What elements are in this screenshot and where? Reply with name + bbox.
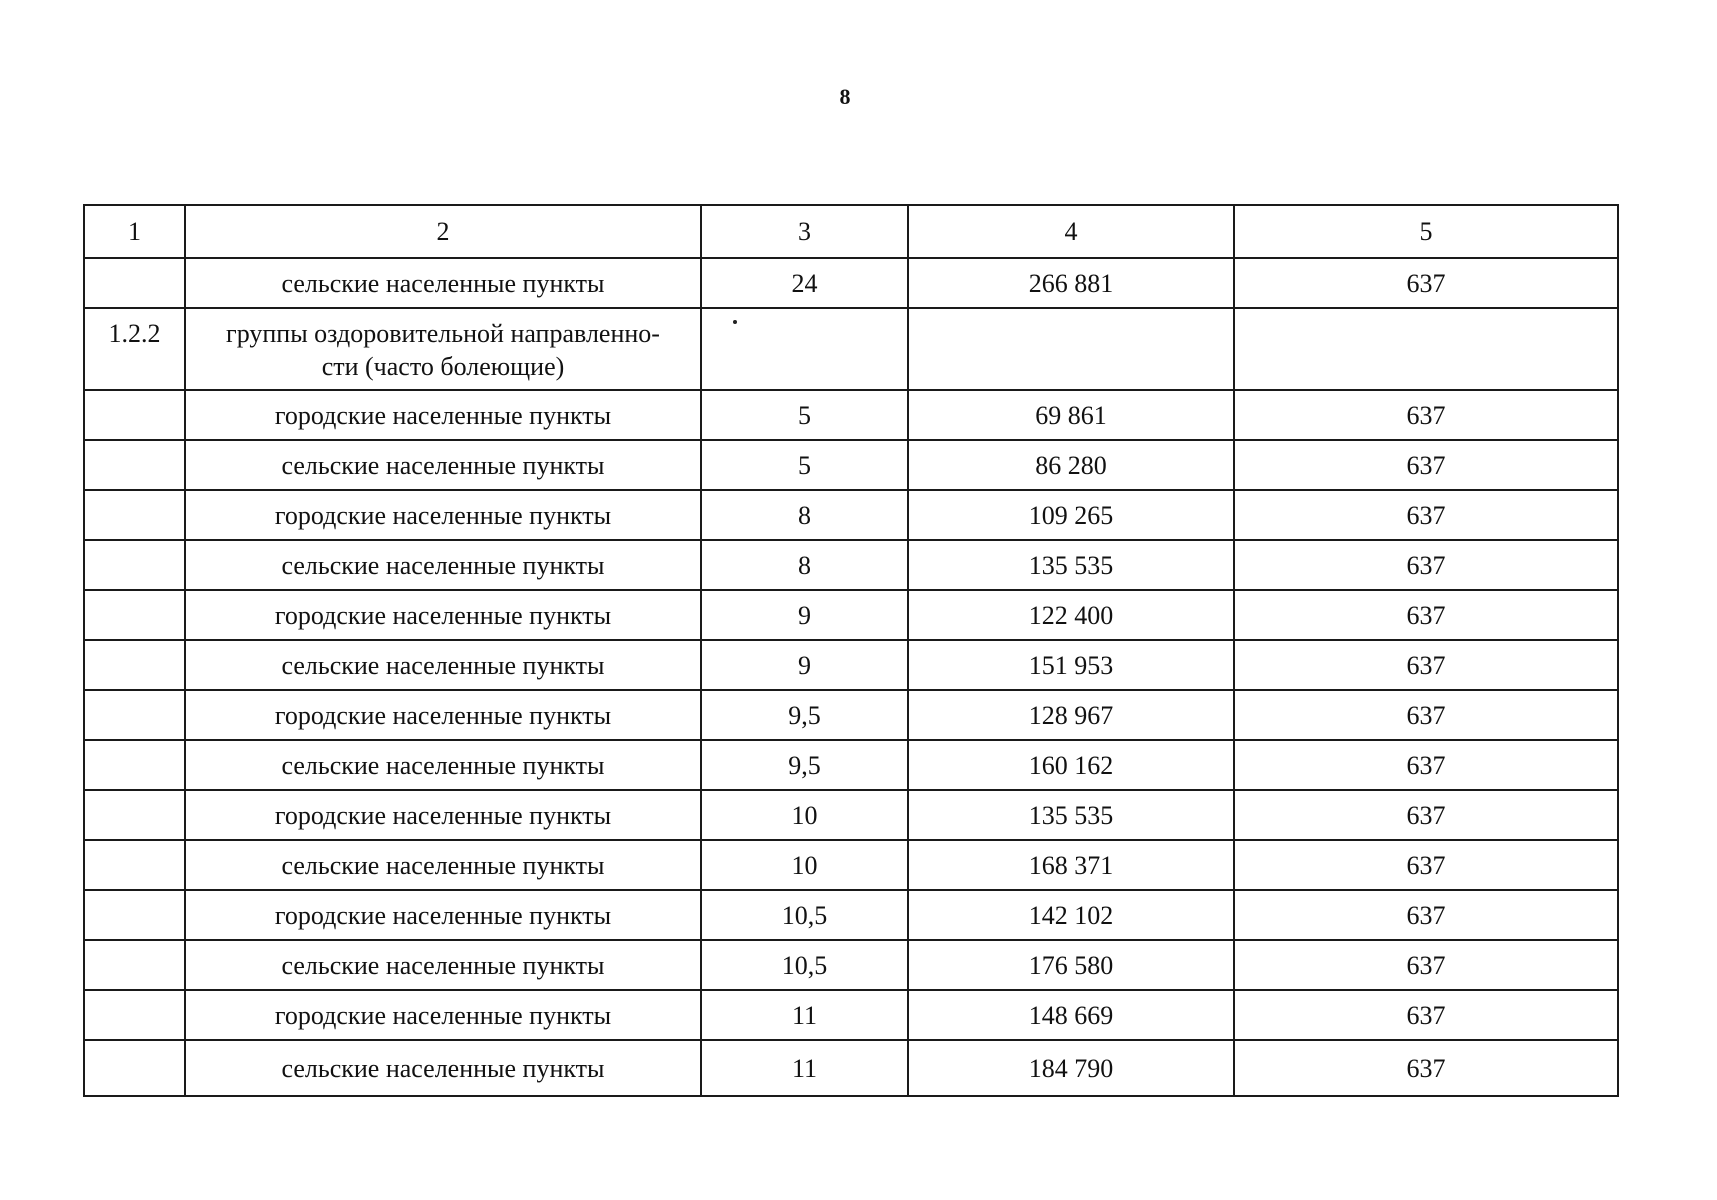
row-col3-cell: 9,5 bbox=[701, 740, 908, 790]
row-number-cell bbox=[84, 540, 185, 590]
row-col5-cell: 637 bbox=[1234, 1040, 1618, 1096]
row-col5-cell: 637 bbox=[1234, 990, 1618, 1040]
row-col4-cell: 266 881 bbox=[908, 258, 1234, 308]
row-col4-cell: 160 162 bbox=[908, 740, 1234, 790]
table-row bbox=[84, 258, 1618, 308]
header-cell-2: 2 bbox=[185, 205, 701, 258]
section-col5-cell bbox=[1234, 308, 1618, 390]
table-row bbox=[84, 740, 1618, 790]
row-col4-cell: 69 861 bbox=[908, 390, 1234, 440]
row-number-cell bbox=[84, 790, 185, 840]
row-col5-cell: 637 bbox=[1234, 690, 1618, 740]
table-row bbox=[84, 540, 1618, 590]
table-row bbox=[84, 940, 1618, 990]
table-row bbox=[84, 790, 1618, 840]
row-col5-cell: 637 bbox=[1234, 258, 1618, 308]
row-col5-cell: 637 bbox=[1234, 490, 1618, 540]
row-name-cell: сельские населенные пункты bbox=[185, 258, 701, 308]
row-name-cell: сельские населенные пункты bbox=[185, 1040, 701, 1096]
table-row bbox=[84, 390, 1618, 440]
data-table bbox=[83, 204, 1619, 1097]
row-col4-cell: 135 535 bbox=[908, 790, 1234, 840]
table-row bbox=[84, 590, 1618, 640]
row-number-cell bbox=[84, 890, 185, 940]
row-number-cell bbox=[84, 640, 185, 690]
section-col4-cell bbox=[908, 308, 1234, 390]
row-col5-cell: 637 bbox=[1234, 840, 1618, 890]
row-col4-cell: 122 400 bbox=[908, 590, 1234, 640]
row-col5-cell: 637 bbox=[1234, 890, 1618, 940]
header-cell-3: 3 bbox=[701, 205, 908, 258]
page-number: 8 bbox=[839, 84, 851, 109]
row-col3-cell: 10 bbox=[701, 790, 908, 840]
row-col5-cell: 637 bbox=[1234, 790, 1618, 840]
row-col4-cell: 176 580 bbox=[908, 940, 1234, 990]
section-col3-cell bbox=[701, 308, 908, 390]
row-col5-cell: 637 bbox=[1234, 940, 1618, 990]
row-name-cell: сельские населенные пункты bbox=[185, 940, 701, 990]
row-number-cell bbox=[84, 990, 185, 1040]
row-col3-cell: 8 bbox=[701, 540, 908, 590]
row-name-cell: сельские населенные пункты bbox=[185, 640, 701, 690]
scan-dot-mark bbox=[733, 320, 737, 324]
header-cell-4: 4 bbox=[908, 205, 1234, 258]
section-row bbox=[84, 308, 1618, 390]
row-number-cell bbox=[84, 390, 185, 440]
table-row bbox=[84, 890, 1618, 940]
row-name-cell: городские населенные пункты bbox=[185, 490, 701, 540]
row-number-cell bbox=[84, 1040, 185, 1096]
row-name-cell: городские населенные пункты bbox=[185, 590, 701, 640]
section-number-cell: 1.2.2 bbox=[84, 308, 185, 390]
row-name-cell: городские населенные пункты bbox=[185, 990, 701, 1040]
row-col4-cell: 86 280 bbox=[908, 440, 1234, 490]
table-row bbox=[84, 990, 1618, 1040]
row-col4-cell: 128 967 bbox=[908, 690, 1234, 740]
row-number-cell bbox=[84, 590, 185, 640]
row-col5-cell: 637 bbox=[1234, 590, 1618, 640]
row-col4-cell: 109 265 bbox=[908, 490, 1234, 540]
row-name-cell: сельские населенные пункты bbox=[185, 840, 701, 890]
row-col3-cell: 10,5 bbox=[701, 940, 908, 990]
row-col3-cell: 10 bbox=[701, 840, 908, 890]
row-col4-cell: 148 669 bbox=[908, 990, 1234, 1040]
row-number-cell bbox=[84, 840, 185, 890]
row-col3-cell: 11 bbox=[701, 990, 908, 1040]
row-col4-cell: 151 953 bbox=[908, 640, 1234, 690]
row-col4-cell: 168 371 bbox=[908, 840, 1234, 890]
row-col3-cell: 5 bbox=[701, 440, 908, 490]
row-col3-cell: 24 bbox=[701, 258, 908, 308]
table-row bbox=[84, 840, 1618, 890]
row-name-cell: городские населенные пункты bbox=[185, 690, 701, 740]
row-name-cell: городские населенные пункты bbox=[185, 890, 701, 940]
table-row bbox=[84, 640, 1618, 690]
row-col3-cell: 9,5 bbox=[701, 690, 908, 740]
table-row bbox=[84, 690, 1618, 740]
table-row bbox=[84, 1040, 1618, 1096]
table-row bbox=[84, 440, 1618, 490]
section-name-cell bbox=[185, 308, 701, 390]
table-header-row bbox=[84, 205, 1618, 258]
section-name-line-1: группы оздоровительной направленно- bbox=[226, 319, 660, 348]
row-col3-cell: 8 bbox=[701, 490, 908, 540]
row-number-cell bbox=[84, 490, 185, 540]
row-col5-cell: 637 bbox=[1234, 640, 1618, 690]
row-col5-cell: 637 bbox=[1234, 740, 1618, 790]
row-col3-cell: 11 bbox=[701, 1040, 908, 1096]
row-col5-cell: 637 bbox=[1234, 390, 1618, 440]
row-name-cell: сельские населенные пункты bbox=[185, 740, 701, 790]
row-col4-cell: 184 790 bbox=[908, 1040, 1234, 1096]
section-name-line-2: сти (часто болеющие) bbox=[321, 352, 565, 381]
row-col3-cell: 9 bbox=[701, 640, 908, 690]
row-col4-cell: 135 535 bbox=[908, 540, 1234, 590]
row-name-cell: городские населенные пункты bbox=[185, 390, 701, 440]
row-number-cell bbox=[84, 690, 185, 740]
row-col3-cell: 9 bbox=[701, 590, 908, 640]
table-row bbox=[84, 490, 1618, 540]
header-cell-1: 1 bbox=[84, 205, 185, 258]
row-col3-cell: 5 bbox=[701, 390, 908, 440]
row-col5-cell: 637 bbox=[1234, 540, 1618, 590]
row-name-cell: сельские населенные пункты bbox=[185, 440, 701, 490]
row-number-cell bbox=[84, 258, 185, 308]
row-number-cell bbox=[84, 440, 185, 490]
row-number-cell bbox=[84, 940, 185, 990]
row-name-cell: городские населенные пункты bbox=[185, 790, 701, 840]
row-name-cell: сельские населенные пункты bbox=[185, 540, 701, 590]
row-col3-cell: 10,5 bbox=[701, 890, 908, 940]
row-col4-cell: 142 102 bbox=[908, 890, 1234, 940]
header-cell-5: 5 bbox=[1234, 205, 1618, 258]
row-number-cell bbox=[84, 740, 185, 790]
row-col5-cell: 637 bbox=[1234, 440, 1618, 490]
